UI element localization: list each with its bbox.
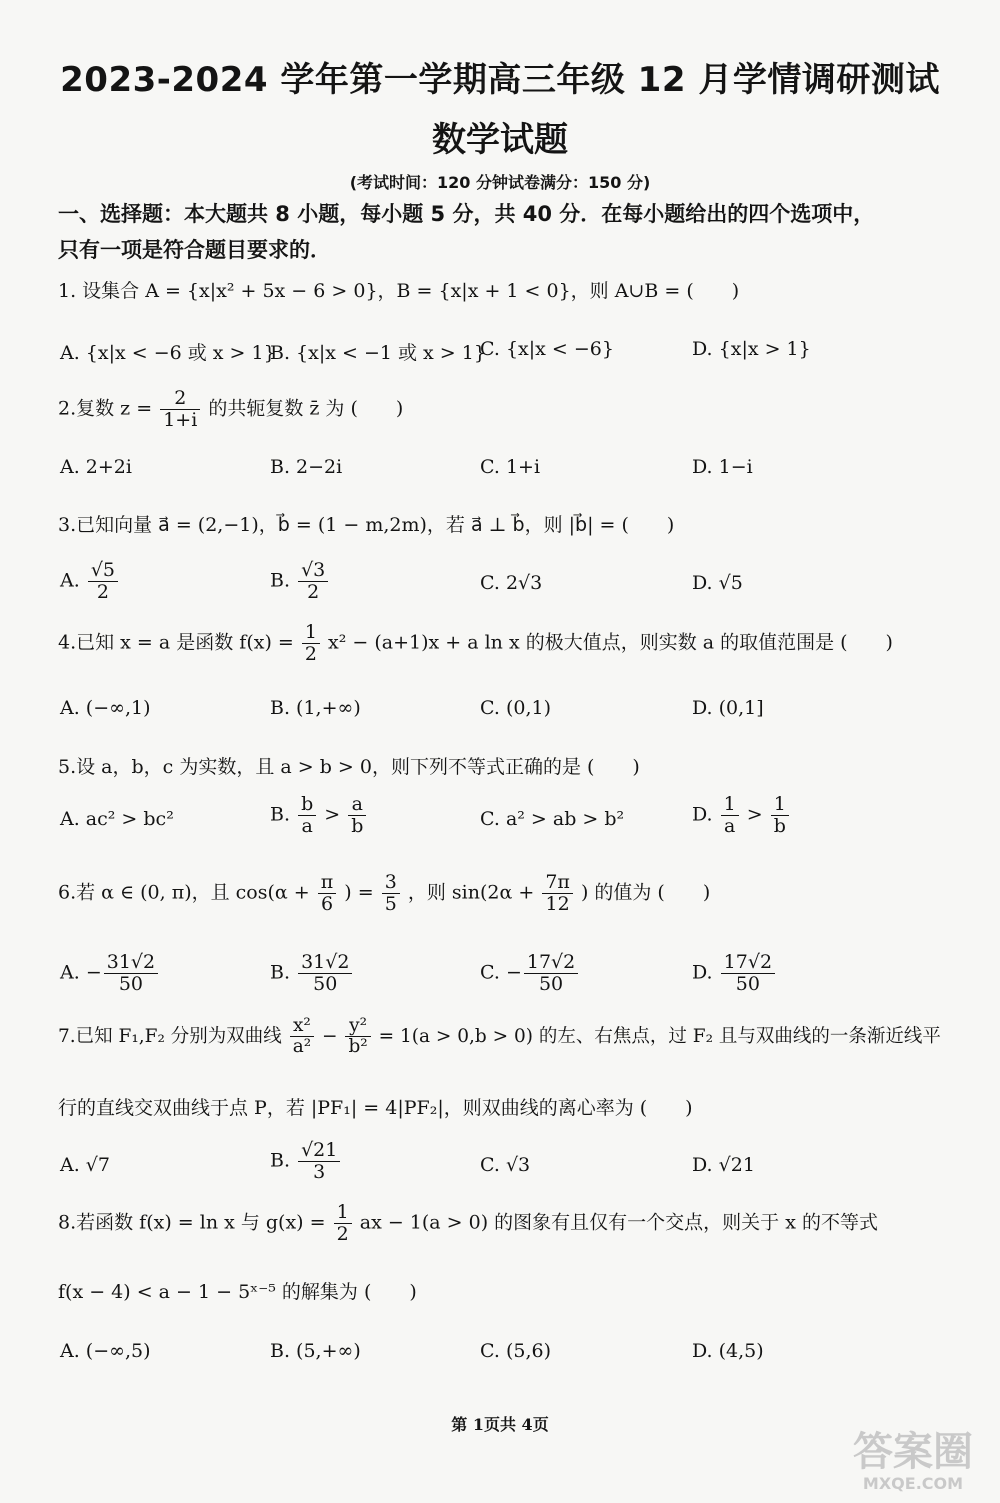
q5-d-num1: 1	[721, 794, 739, 816]
q2-fraction	[160, 388, 200, 431]
q6-f2-den: 5	[384, 892, 397, 915]
question-2-stem	[58, 388, 978, 431]
q3-b-den: 2	[307, 580, 320, 603]
q4-stem-pre: 4.已知 x = a 是函数 f(x) =	[58, 631, 294, 654]
question-8-line2: f(x − 4) < a − 1 − 5ˣ⁻⁵ 的解集为 ( )	[58, 1281, 417, 1303]
q6-b-fraction	[298, 952, 352, 995]
question-4-stem	[58, 622, 978, 665]
q5-b-frac1	[298, 794, 316, 837]
q3-option-b-label: B.	[270, 569, 291, 592]
q2-option-d: D. 1−i	[692, 456, 753, 478]
question-8-stem	[58, 1202, 978, 1245]
q8-frac-den: 2	[336, 1222, 349, 1245]
question-7-stem	[58, 1016, 978, 1058]
q5-d-num2: 1	[771, 794, 789, 816]
q5-d-operator: >	[746, 803, 763, 826]
q3-option-a	[60, 560, 120, 603]
q6-f1-den: 6	[320, 892, 334, 915]
q3-option-b-fraction	[298, 560, 328, 603]
q2-option-b: B. 2−2i	[270, 456, 343, 478]
q3-a-num: √5	[88, 560, 118, 582]
q7-option-d: D. √21	[692, 1154, 755, 1176]
q6-stem-c: ，则 sin(2α +	[407, 881, 535, 904]
q6-option-b	[270, 952, 354, 995]
q4-option-b: B. (1,+∞)	[270, 697, 361, 719]
q6-d-label: D.	[692, 961, 713, 984]
q2-frac-den: 1+i	[163, 408, 198, 431]
q3-option-a-fraction	[88, 560, 118, 603]
q7-frac1	[290, 1016, 314, 1058]
watermark-line2: MXQE.COM	[862, 1474, 964, 1493]
q7-f2-den: b²	[348, 1036, 368, 1058]
question-1-stem: 1. 设集合 A = {x|x² + 5x − 6 > 0}，B = {x|x + 1 < 0}，则 A∪B = ( )	[58, 280, 740, 302]
q6-option-a	[60, 952, 160, 995]
question-6-stem	[58, 872, 978, 915]
q2-option-a: A. 2+2i	[60, 456, 132, 478]
q1-option-a: A. {x|x < −6 或 x > 1}	[60, 342, 276, 364]
q7-option-b-fraction	[298, 1140, 340, 1183]
q7-b-den: 3	[313, 1160, 326, 1183]
exam-subtitle: 数学试题	[432, 120, 568, 160]
q6-f3-den: 12	[545, 892, 570, 915]
q6-c-fraction	[524, 952, 578, 995]
q6-c-num: 17√2	[524, 952, 578, 974]
q5-option-d-label: D.	[692, 803, 713, 826]
q7-f2-num: y²	[345, 1016, 370, 1037]
q4-fraction	[302, 622, 320, 665]
q6-b-num: 31√2	[298, 952, 352, 974]
q1-option-b: B. {x|x < −1 或 x > 1}	[270, 342, 486, 364]
q6-stem-a: 6.若 α ∈ (0, π)，且 cos(α +	[58, 881, 310, 904]
q5-option-b	[270, 794, 368, 837]
q4-frac-num: 1	[302, 622, 320, 644]
exam-title: 2023-2024 学年第一学期高三年级 12 月学情调研测试	[60, 60, 940, 100]
q4-option-d: D. (0,1]	[692, 697, 764, 719]
page-number: 第 1页共 4页	[451, 1415, 549, 1434]
q7-option-b-label: B.	[270, 1149, 291, 1172]
q2-stem-pre: 2.复数 z =	[58, 397, 153, 420]
question-3-stem: 3.已知向量 a⃗ = (2,−1)，b⃗ = (1 − m,2m)，若 a⃗ ⊥ b⃗，则 |b⃗| = ( )	[58, 514, 675, 536]
q3-a-den: 2	[96, 580, 109, 603]
q6-a-fraction	[104, 952, 158, 995]
q5-d-frac2	[771, 794, 789, 837]
q7-stem-a: 7.已知 F₁,F₂ 分别为双曲线	[58, 1025, 282, 1047]
q7-option-b	[270, 1140, 342, 1183]
q5-d-den1: a	[724, 814, 736, 837]
q5-b-den1: a	[301, 814, 313, 837]
q6-option-d	[692, 952, 777, 995]
q8-fraction	[334, 1202, 352, 1245]
q8-stem-b: ax − 1(a > 0) 的图象有且仅有一个交点，则关于 x 的不等式	[359, 1211, 878, 1234]
q6-f2-num: 3	[382, 872, 400, 894]
q8-frac-num: 1	[334, 1202, 352, 1224]
q6-a-label: A.	[60, 961, 80, 984]
q3-option-a-label: A.	[60, 569, 80, 592]
q6-c-sign: −	[505, 961, 522, 984]
section-heading	[58, 196, 973, 268]
q6-f3-num: 7π	[542, 872, 573, 894]
q2-option-c: C. 1+i	[480, 456, 541, 478]
question-5-stem: 5.设 a，b，c 为实数，且 a > b > 0，则下列不等式正确的是 ( )	[58, 756, 640, 778]
q3-option-b	[270, 560, 330, 603]
q4-stem-post: x² − (a+1)x + a ln x 的极大值点，则实数 a 的取值范围是 ( )	[328, 631, 893, 654]
q2-stem-post: 的共轭复数 z̄ 为 ( )	[208, 397, 404, 420]
q6-a-den: 50	[118, 972, 144, 995]
question-7-line2: 行的直线交双曲线于点 P，若 |PF₁| = 4|PF₂|，则双曲线的离心率为 ( )	[58, 1097, 693, 1119]
q5-b-operator: >	[324, 803, 341, 826]
q6-d-num: 17√2	[721, 952, 775, 974]
q7-frac2	[345, 1016, 370, 1058]
q6-c-den: 50	[538, 972, 564, 995]
q6-d-den: 50	[735, 972, 760, 995]
q6-option-c	[480, 952, 580, 995]
q6-c-label: C.	[480, 961, 500, 984]
q1-option-d: D. {x|x > 1}	[692, 338, 811, 360]
q5-d-frac1	[721, 794, 739, 837]
section-heading-line1: 一、选择题：本大题共 8 小题，每小题 5 分，共 40 分．在每小题给出的四个选项中，	[58, 202, 875, 226]
watermark-logo	[838, 1430, 988, 1493]
q6-a-sign: −	[85, 961, 102, 984]
q2-frac-num: 2	[160, 388, 200, 410]
q5-option-b-label: B.	[270, 803, 291, 826]
q3-b-num: √3	[298, 560, 328, 582]
q7-option-c: C. √3	[480, 1154, 531, 1176]
q4-frac-den: 2	[304, 642, 317, 665]
q5-option-c: C. a² > ab > b²	[480, 808, 625, 830]
q6-b-den: 50	[313, 972, 338, 995]
q5-b-frac2	[348, 794, 366, 837]
q7-option-a: A. √7	[60, 1154, 110, 1176]
q4-option-c: C. (0,1)	[480, 697, 551, 719]
q7-f1-num: x²	[290, 1016, 314, 1037]
q5-option-a: A. ac² > bc²	[60, 808, 174, 830]
q6-a-num: 31√2	[104, 952, 158, 974]
q1-option-c: C. {x|x < −6}	[480, 338, 614, 360]
q3-option-d: D. √5	[692, 572, 743, 594]
q7-stem-b: = 1(a > 0,b > 0) 的左、右焦点，过 F₂ 且与双曲线的一条渐近线平	[378, 1025, 941, 1047]
q5-d-den2: b	[773, 814, 786, 837]
q6-stem-d: ) 的值为 ( )	[580, 881, 711, 904]
q8-option-a: A. (−∞,5)	[60, 1340, 151, 1362]
q6-f1-num: π	[318, 872, 337, 894]
q7-f1-den: a²	[292, 1036, 312, 1058]
q8-option-c: C. (5,6)	[480, 1340, 551, 1362]
q6-frac2	[382, 872, 400, 915]
q6-frac3	[542, 872, 573, 915]
q5-option-d	[692, 794, 791, 837]
section-heading-line2: 只有一项是符合题目要求的．	[58, 238, 331, 262]
q7-stem-op: −	[322, 1025, 338, 1047]
q6-b-label: B.	[270, 961, 291, 984]
q3-option-c: C. 2√3	[480, 572, 543, 594]
q6-stem-b: ) =	[344, 881, 374, 904]
q8-option-d: D. (4,5)	[692, 1340, 764, 1362]
q8-stem-a: 8.若函数 f(x) = ln x 与 g(x) =	[58, 1211, 326, 1234]
q4-option-a: A. (−∞,1)	[60, 697, 151, 719]
q5-b-den2: b	[351, 814, 364, 837]
q5-b-num1: b	[298, 794, 316, 816]
exam-info: (考试时间：120 分钟试卷满分：150 分)	[349, 173, 651, 192]
q7-b-num: √21	[298, 1140, 340, 1162]
q6-d-fraction	[721, 952, 775, 995]
q5-b-num2: a	[348, 794, 366, 816]
q8-option-b: B. (5,+∞)	[270, 1340, 361, 1362]
q6-frac1	[318, 872, 337, 915]
watermark-line1: 答案圈	[853, 1429, 973, 1475]
